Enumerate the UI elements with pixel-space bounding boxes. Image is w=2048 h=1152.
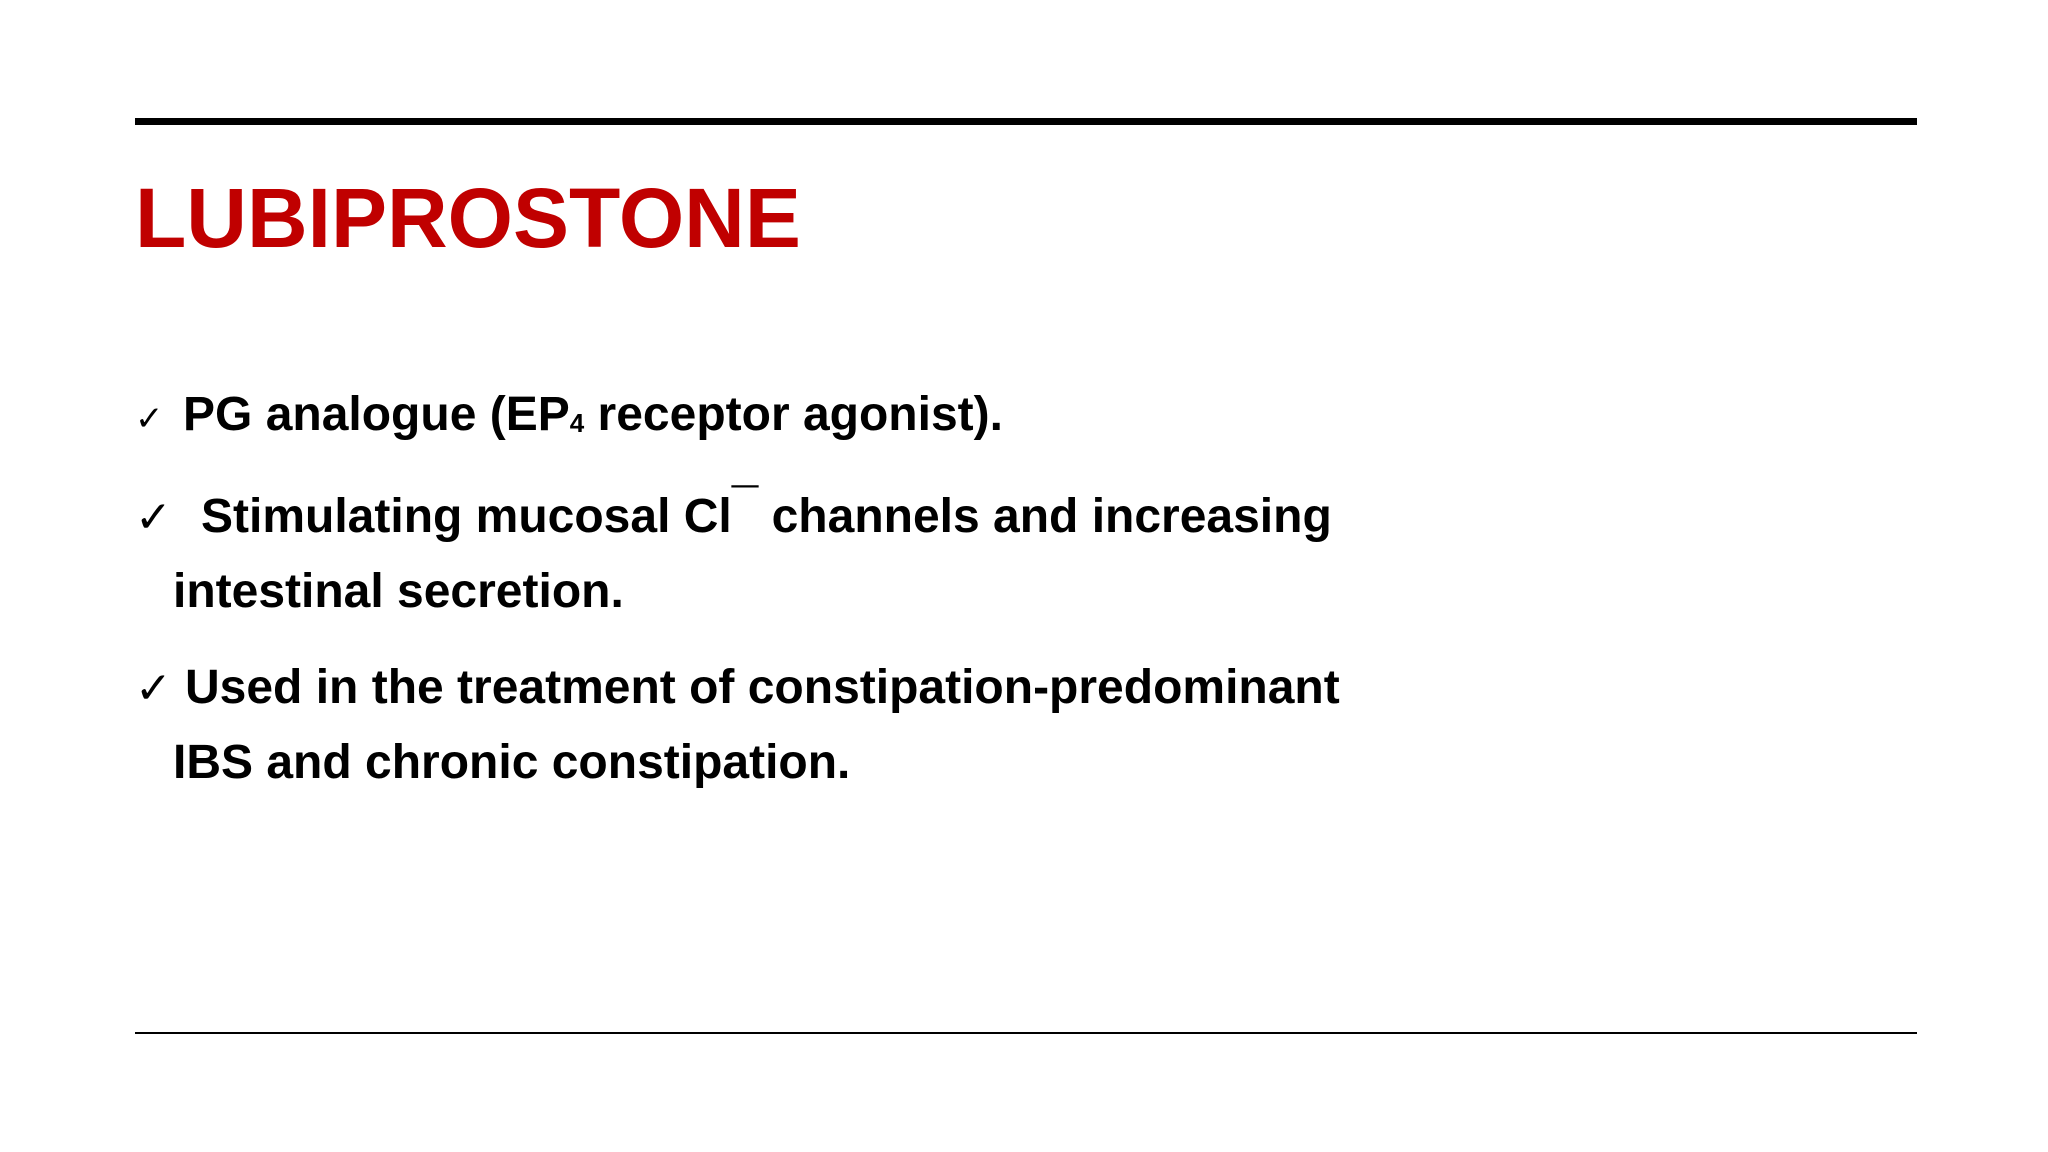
superscript: ¯ (731, 480, 759, 533)
bullet-text: channels and increasing (758, 490, 1332, 543)
slide-title: LUBIPROSTONE (135, 171, 801, 265)
bullet-list (135, 378, 1535, 800)
top-divider (135, 118, 1917, 125)
bottom-divider (135, 1032, 1917, 1034)
checkmark-icon: ✓ (135, 492, 172, 543)
checkmark-icon: ✓ (135, 399, 164, 439)
bullet-text-continuation: IBS and chronic constipation. (173, 736, 851, 789)
bullet-text: Used in the treatment of constipation-predominant (185, 661, 1340, 714)
bullet-item-2 (135, 480, 1535, 629)
bullet-text: receptor agonist). (584, 388, 1003, 441)
bullet-text: PG analogue (EP (183, 388, 570, 441)
subscript: 4 (569, 408, 585, 438)
checkmark-icon: ✓ (135, 663, 172, 714)
bullet-text: Stimulating mucosal Cl (201, 490, 732, 543)
bullet-item-3 (135, 651, 1535, 800)
bullet-text-continuation: intestinal secretion. (173, 565, 624, 618)
bullet-item-1 (135, 378, 1535, 458)
